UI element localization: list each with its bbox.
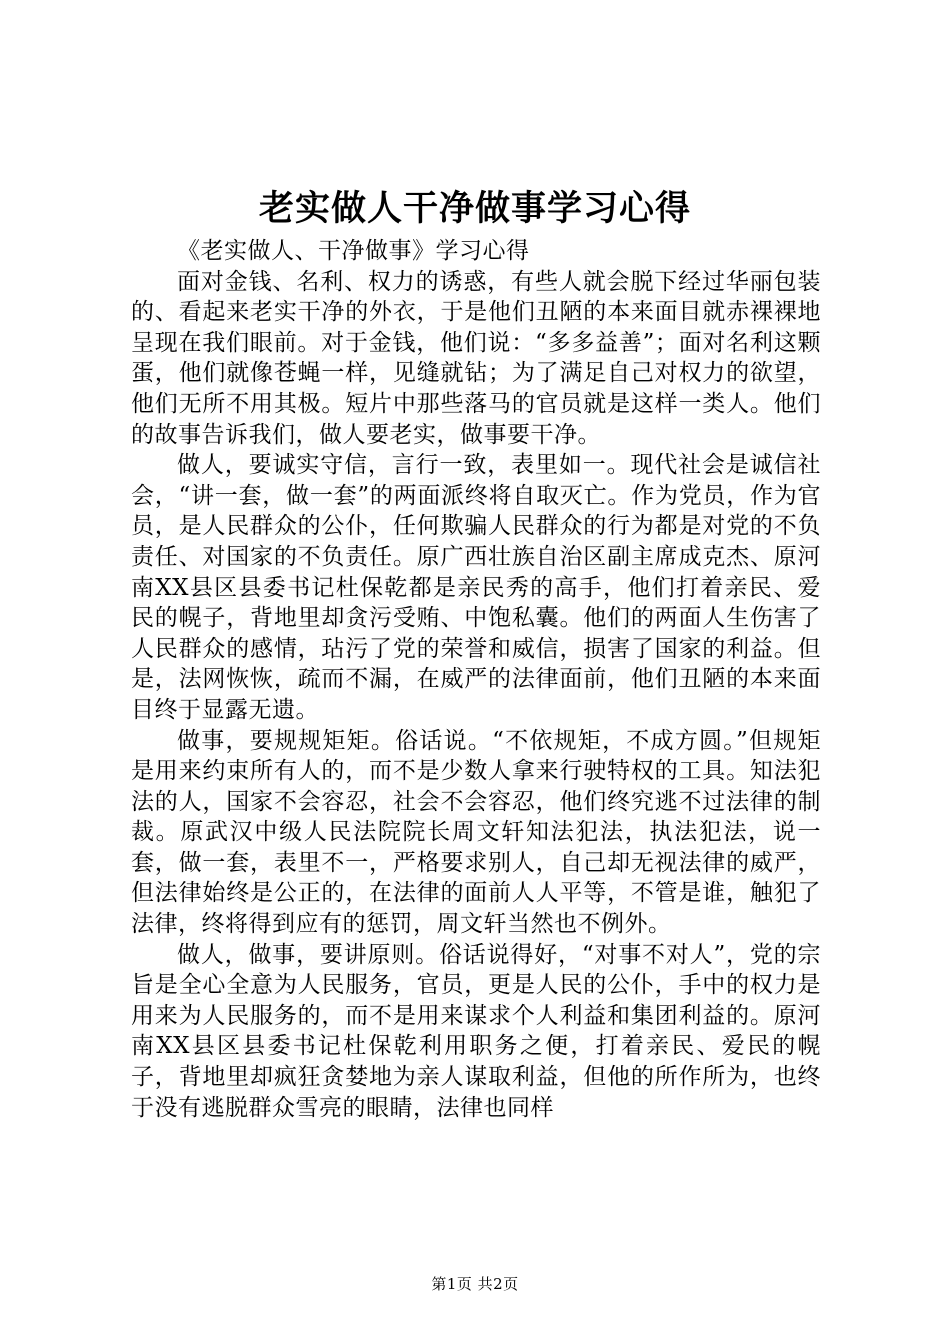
paragraph-2: 做人，要诚实守信，言行一致，表里如一。现代社会是诚信社会，“讲一套，做一套”的两面派终将自取灭亡。作为党员，作为官员，是人民群众的公仆，任何欺骗人民群众的行为都是对党的不负责任、对国家的不负责任。原广西壮族自治区副主席成克杰、原河南XX县区县委书记杜保乾都是亲民秀的高手，他们打着亲民、爱民的幌子，背地里却贪污受贿、中饱私囊。他们的两面人生伤害了人民群众的感情，玷污了党的荣誉和威信，损害了国家的利益。但是，法网恢恢，疏而不漏，在威严的法律面前，他们丑陋的本来面目终于显露无遗。 bbox=[131, 452, 821, 723]
document-title: 老实做人干净做事学习心得 bbox=[258, 188, 691, 229]
paragraph-3: 做事，要规规矩矩。俗话说。“不依规矩，不成方圆。”但规矩是用来约束所有人的，而不是少数人拿来行驶特权的工具。知法犯法的人，国家不会容忍，社会不会容忍，他们终究逃不过法律的制裁。原武汉中级人民法院院长周文轩知法犯法，执法犯法，说一套，做一套，表里不一，严格要求别人，自己却无视法律的威严，但法律始终是公正的，在法律的面前人人平等，不管是谁，触犯了法律，终将得到应有的惩罚，周文轩当然也不例外。 bbox=[131, 727, 821, 938]
paragraph-1: 面对金钱、名利、权力的诱惑，有些人就会脱下经过华丽包装的、看起来老实干净的外衣，于是他们丑陋的本来面目就赤裸裸地呈现在我们眼前。对于金钱，他们说：“多多益善”；面对名利这颗蛋，他们就像苍蝇一样，见缝就钻；为了满足自己对权力的欲望，他们无所不用其极。短片中那些落马的官员就是这样一类人。他们的故事告诉我们，做人要老实，做事要干净。 bbox=[131, 268, 821, 448]
page-number-footer: 第1页 共2页 bbox=[431, 1275, 519, 1293]
document-subtitle: 《老实做人、干净做事》学习心得 bbox=[177, 238, 530, 264]
document-body bbox=[131, 236, 821, 1123]
paragraph-4: 做人，做事，要讲原则。俗话说得好，“对事不对人”，党的宗旨是全心全意为人民服务，官员，更是人民的公仆，手中的权力是用来为人民服务的，而不是用来谋求个人利益和集团利益的。原河南XX县区县委书记杜保乾利用职务之便，打着亲民、爱民的幌子，背地里却疯狂贪婪地为亲人谋取利益，但他的所作所为，也终于没有逃脱群众雪亮的眼睛，法律也同样 bbox=[131, 941, 821, 1121]
